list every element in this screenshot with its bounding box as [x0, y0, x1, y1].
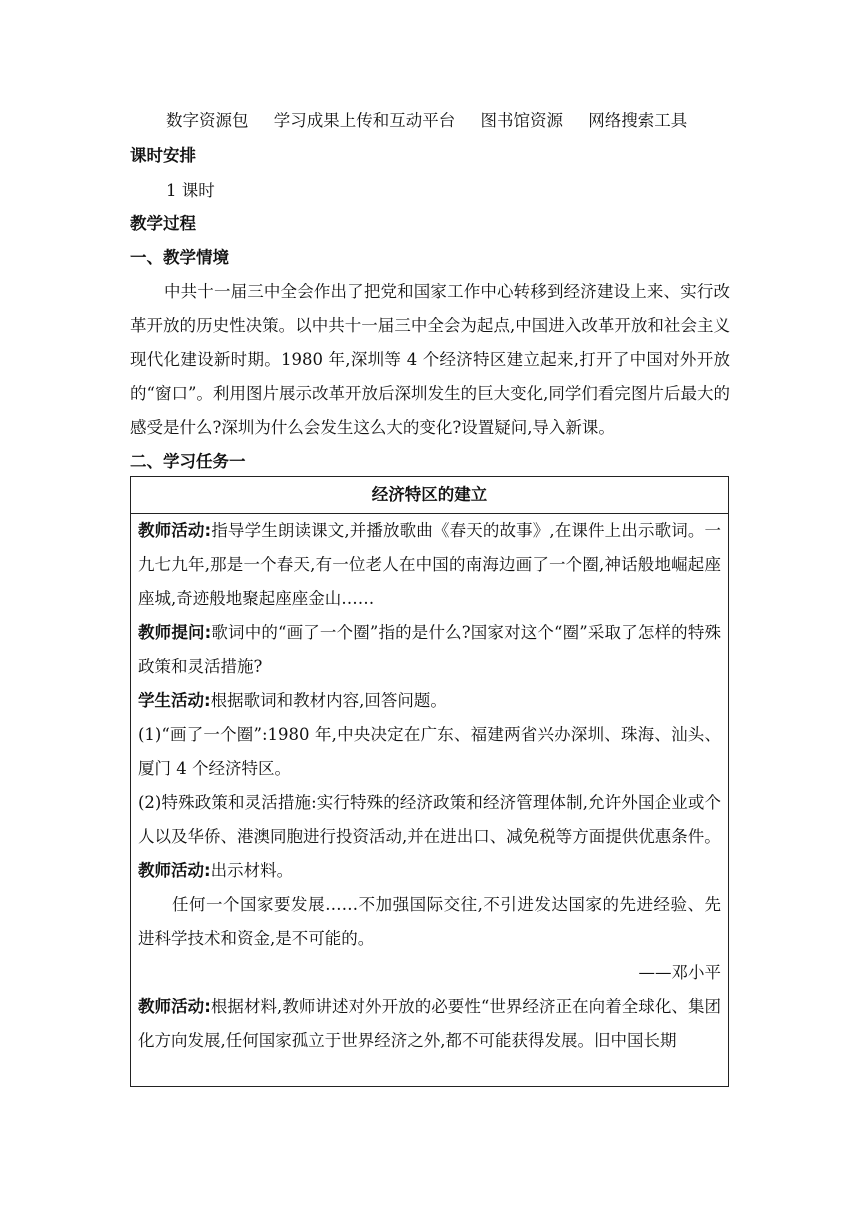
student-activity — [138, 684, 721, 718]
answer-2: (2)特殊政策和灵活措施:实行特殊的经济政策和经济管理体制,允许外国企业或个人以及华侨、港澳同胞进行投资活动,并在进出口、减免税等方面提供优惠条件。 — [138, 793, 721, 846]
activity-label: 教师活动: — [138, 861, 211, 880]
table-body — [131, 514, 728, 1058]
section2-heading: 二、学习任务一 — [130, 452, 246, 471]
teacher-question — [138, 616, 721, 684]
table-title: 经济特区的建立 — [131, 477, 728, 514]
resources-line — [166, 109, 707, 133]
teacher-activity-2 — [138, 854, 721, 888]
activity-text: 根据材料,教师讲述对外开放的必要性“世界经济正在向着全球化、集团化方向发展,任何国家孤立于世界经济之外,都不可能获得发展。旧中国长期 — [138, 997, 721, 1050]
resource-item: 网络搜索工具 — [588, 111, 688, 130]
answer-1: (1)“画了一个圈”:1980 年,中央决定在广东、福建两省兴办深圳、珠海、汕头、厦门 4 个经济特区。 — [138, 725, 721, 778]
activity-text: 根据歌词和教材内容,回答问题。 — [210, 691, 447, 710]
schedule-value: 1 课时 — [166, 181, 215, 200]
activity-label: 教师活动: — [138, 997, 211, 1016]
section1-paragraph — [130, 275, 730, 445]
teacher-activity-1 — [138, 514, 721, 616]
activity-text: 歌词中的“画了一个圈”指的是什么?国家对这个“圈”采取了怎样的特殊政策和灵活措施? — [138, 623, 721, 676]
activity-label: 教师活动: — [138, 521, 212, 540]
resource-item: 数字资源包 — [166, 111, 249, 130]
activity-label: 学生活动: — [138, 691, 211, 710]
resource-item: 学习成果上传和互动平台 — [273, 111, 456, 130]
resource-item: 图书馆资源 — [480, 111, 563, 130]
section1-heading: 一、教学情境 — [130, 248, 229, 267]
activity-text: 出示材料。 — [210, 861, 294, 880]
activity-label: 教师提问: — [138, 623, 212, 642]
process-heading: 教学过程 — [130, 214, 196, 233]
schedule-heading: 课时安排 — [130, 146, 196, 165]
section1-text: 中共十一届三中全会作出了把党和国家工作中心转移到经济建设上来、实行改革开放的历史性决策。以中共十一届三中全会为起点,中国进入改革开放和社会主义现代化建设新时期。1980 年,深圳等 4 个经济特区建立起来,打开了中国对外开放的“窗口”。利用图片展示改革开放后深圳发生的巨大变化,同学们看完图片后最大的感受是什么?深圳为什么会发生这么大的变化?设置疑问,导入新课。 — [130, 282, 730, 437]
quote-text: 任何一个国家要发展……不加强国际交往,不引进发达国家的先进经验、先进科学技术和资金,是不可能的。 — [138, 895, 721, 948]
activity-text: 指导学生朗读课文,并播放歌曲《春天的故事》,在课件上出示歌词。一九七九年,那是一个春天,有一位老人在中国的南海边画了一个圈,神话般地崛起座座城,奇迹般地聚起座座金山…… — [138, 521, 721, 608]
teacher-activity-3 — [138, 990, 721, 1058]
task-table — [130, 476, 729, 1087]
quote-author: ——邓小平 — [638, 963, 721, 982]
